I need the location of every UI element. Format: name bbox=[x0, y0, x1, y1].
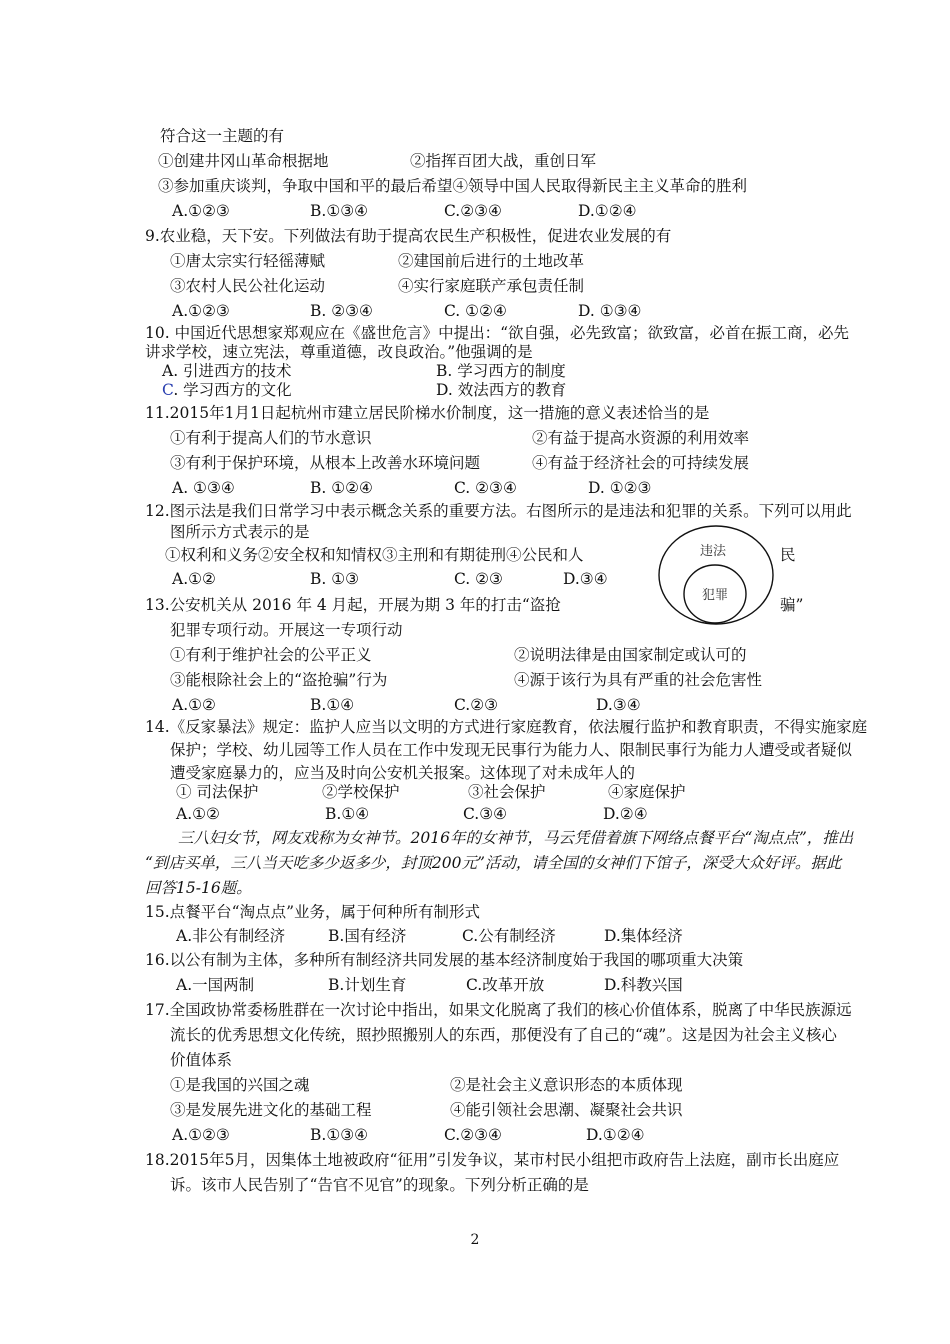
q10-option-d: D. 效法西方的教育 bbox=[436, 381, 567, 399]
q15-stem: 15.点餐平台“淘点点”业务，属于何种所有制形式 bbox=[145, 903, 480, 921]
q10-stem-line-2: 讲求学校，速立宪法，尊重道德，改良政治。”他强调的是 bbox=[145, 343, 533, 361]
q12-stem-line-1: 12.图示法是我们日常学习中表示概念关系的重要方法。右图所示的是违法和犯罪的关系。下列可以用此 bbox=[145, 502, 852, 520]
q14-statement-1: ① 司法保护 bbox=[176, 783, 259, 801]
q13-stem-line-1: 13.公安机关从 2016 年 4 月起，开展为期 3 年的打击“盗抢 bbox=[145, 596, 561, 614]
q17-stem-line-2: 流长的优秀思想文化传统，照抄照搬别人的东西，那便没有了自己的“魂”。这是因为社会主义核心 bbox=[170, 1026, 837, 1044]
q16-stem: 16.以公有制为主体，多种所有制经济共同发展的基本经济制度始于我国的哪项重大决策 bbox=[145, 951, 744, 969]
q9-option-a: A.①②③ bbox=[172, 302, 230, 320]
q17-option-c: C.②③④ bbox=[444, 1126, 502, 1144]
q11-statement-4: ④有益于经济社会的可持续发展 bbox=[532, 454, 750, 472]
q17-statement-2: ②是社会主义意识形态的本质体现 bbox=[450, 1076, 683, 1094]
q13-option-c: C.②③ bbox=[454, 696, 499, 714]
q14-option-a: A.①② bbox=[176, 805, 220, 823]
q9-stem: 9.农业稳，天下安。下列做法有助于提高农民生产积极性，促进农业发展的有 bbox=[145, 227, 672, 245]
q8-option-a: A.①②③ bbox=[172, 202, 230, 220]
q9-statement-1: ①唐太宗实行轻徭薄赋 bbox=[170, 252, 326, 270]
q15-option-a: A.非公有制经济 bbox=[176, 927, 286, 945]
q9-statement-3: ③农村人民公社化运动 bbox=[170, 277, 326, 295]
q11-stem: 11.2015年1月1日起杭州市建立居民阶梯水价制度，这一措施的意义表述恰当的是 bbox=[145, 404, 710, 422]
q17-statement-3: ③是发展先进文化的基础工程 bbox=[170, 1101, 372, 1119]
q9-statement-4: ④实行家庭联产承包责任制 bbox=[398, 277, 585, 295]
q12-option-b: B. ①③ bbox=[310, 570, 360, 588]
q13-option-d: D.③④ bbox=[596, 696, 641, 714]
q10-option-c-text: . 学习西方的文化 bbox=[173, 381, 292, 399]
q8-option-d: D.①②④ bbox=[578, 202, 637, 220]
q11-statement-3: ③有利于保护环境，从根本上改善水环境问题 bbox=[170, 454, 481, 472]
q8-statement-1: ①创建井冈山革命根据地 bbox=[158, 152, 329, 170]
q12-option-a: A.①② bbox=[172, 570, 216, 588]
q14-stem-line-3: 遭受家庭暴力的，应当及时向公安机关报案。这体现了对未成年人的 bbox=[170, 764, 636, 782]
q8-option-c: C.②③④ bbox=[444, 202, 502, 220]
law-crime-diagram bbox=[656, 524, 776, 626]
page-number: 2 bbox=[470, 1232, 480, 1248]
outer-circle-label: 违法 bbox=[700, 544, 727, 559]
q13-option-b: B.①④ bbox=[310, 696, 355, 714]
q12-stem-line-2: 图所示方式表示的是 bbox=[170, 523, 310, 541]
q12-option-c: C. ②③ bbox=[454, 570, 503, 588]
q12-items: ①权利和义务②安全权和知情权③主刑和有期徒刑④公民和人 bbox=[165, 546, 584, 564]
q14-stem-line-1: 14.《反家暴法》规定：监护人应当以文明的方式进行家庭教育，依法履行监护和教育职责，不得实施家庭 bbox=[145, 718, 868, 736]
q13-stem-tail: 骗” bbox=[780, 596, 804, 614]
q9-option-d: D. ①③④ bbox=[578, 302, 642, 320]
material-line-2: “到店买单，三八当天吃多少返多少，封顶200元”活动，请全国的女神们下馆子，深受大众好评。据此 bbox=[145, 854, 842, 872]
q17-option-d: D.①②④ bbox=[586, 1126, 645, 1144]
q13-statement-3: ③能根除社会上的“盗抢骗”行为 bbox=[170, 671, 388, 689]
q16-option-a: A.一国两制 bbox=[176, 976, 255, 994]
q14-statement-2: ②学校保护 bbox=[322, 783, 400, 801]
q14-option-c: C.③④ bbox=[463, 805, 508, 823]
q11-option-d: D. ①②③ bbox=[588, 479, 652, 497]
material-line-1: 三八妇女节，网友戏称为女神节。2016年的女神节，马云凭借着旗下网络点餐平台“淘点点”，推出 bbox=[178, 829, 854, 847]
q8-statement-3-4: ③参加重庆谈判，争取中国和平的最后希望④领导中国人民取得新民主主义革命的胜利 bbox=[158, 177, 748, 195]
q15-option-d: D.集体经济 bbox=[604, 927, 683, 945]
q13-statement-1: ①有利于维护社会的公平正义 bbox=[170, 646, 372, 664]
q10-stem-line-1: 10. 中国近代思想家郑观应在《盛世危言》中提出：“欲自强，必先致富；欲致富，必首在振工商，必先 bbox=[145, 324, 850, 342]
q11-option-b: B. ①②④ bbox=[310, 479, 373, 497]
q8-statement-2: ②指挥百团大战，重创日军 bbox=[410, 152, 597, 170]
q14-option-d: D.②④ bbox=[603, 805, 648, 823]
q18-stem-line-2: 诉。该市人民告别了“告官不见官”的现象。下列分析正确的是 bbox=[170, 1176, 589, 1194]
q11-statement-1: ①有利于提高人们的节水意识 bbox=[170, 429, 372, 447]
q17-statement-1: ①是我国的兴国之魂 bbox=[170, 1076, 310, 1094]
q12-option-d: D.③④ bbox=[563, 570, 608, 588]
q16-option-c: C.改革开放 bbox=[466, 976, 545, 994]
q10-option-c bbox=[162, 379, 292, 401]
q14-stem-line-2: 保护；学校、幼儿园等工作人员在工作中发现无民事行为能力人、限制民事行为能力人遭受或者疑似 bbox=[170, 741, 853, 759]
q14-option-b: B.①④ bbox=[325, 805, 370, 823]
q14-statement-3: ③社会保护 bbox=[468, 783, 546, 801]
q10-option-b: B. 学习西方的制度 bbox=[436, 362, 566, 380]
q16-option-d: D.科教兴国 bbox=[604, 976, 683, 994]
material-line-3: 回答15-16题。 bbox=[145, 879, 252, 897]
q9-statement-2: ②建国前后进行的土地改革 bbox=[398, 252, 585, 270]
q13-stem-line-2: 犯罪专项行动。开展这一专项行动 bbox=[170, 621, 403, 639]
q11-option-c: C. ②③④ bbox=[454, 479, 517, 497]
q8-option-b: B.①③④ bbox=[310, 202, 369, 220]
q11-statement-2: ②有益于提高水资源的利用效率 bbox=[532, 429, 750, 447]
q14-statement-4: ④家庭保护 bbox=[608, 783, 686, 801]
q15-option-b: B.国有经济 bbox=[328, 927, 407, 945]
q9-option-b: B. ②③④ bbox=[310, 302, 373, 320]
q17-statement-4: ④能引领社会思潮、凝聚社会共识 bbox=[450, 1101, 683, 1119]
q10-option-c-letter: C bbox=[162, 381, 174, 399]
q18-stem-line-1: 18.2015年5月，因集体土地被政府“征用”引发争议，某市村民小组把市政府告上法庭，副市长出庭应 bbox=[145, 1151, 840, 1169]
q16-option-b: B.计划生育 bbox=[328, 976, 407, 994]
outer-circle-illegal bbox=[659, 526, 773, 624]
q17-stem-line-1: 17.全国政协常委杨胜群在一次讨论中指出，如果文化脱离了我们的核心价值体系，脱离了中华民族源远 bbox=[145, 1001, 852, 1019]
q12-items-tail: 民 bbox=[780, 546, 796, 564]
q10-option-a: A. 引进西方的技术 bbox=[162, 362, 292, 380]
q13-statement-4: ④源于该行为具有严重的社会危害性 bbox=[514, 671, 763, 689]
q8-lead: 符合这一主题的有 bbox=[160, 127, 285, 145]
q13-option-a: A.①② bbox=[172, 696, 216, 714]
q15-option-c: C.公有制经济 bbox=[462, 927, 556, 945]
q13-statement-2: ②说明法律是由国家制定或认可的 bbox=[514, 646, 747, 664]
inner-circle-label: 犯罪 bbox=[702, 588, 729, 603]
q17-stem-line-3: 价值体系 bbox=[170, 1051, 233, 1069]
q17-option-b: B.①③④ bbox=[310, 1126, 369, 1144]
q17-option-a: A.①②③ bbox=[172, 1126, 230, 1144]
q9-option-c: C. ①②④ bbox=[444, 302, 507, 320]
q11-option-a: A. ①③④ bbox=[172, 479, 235, 497]
